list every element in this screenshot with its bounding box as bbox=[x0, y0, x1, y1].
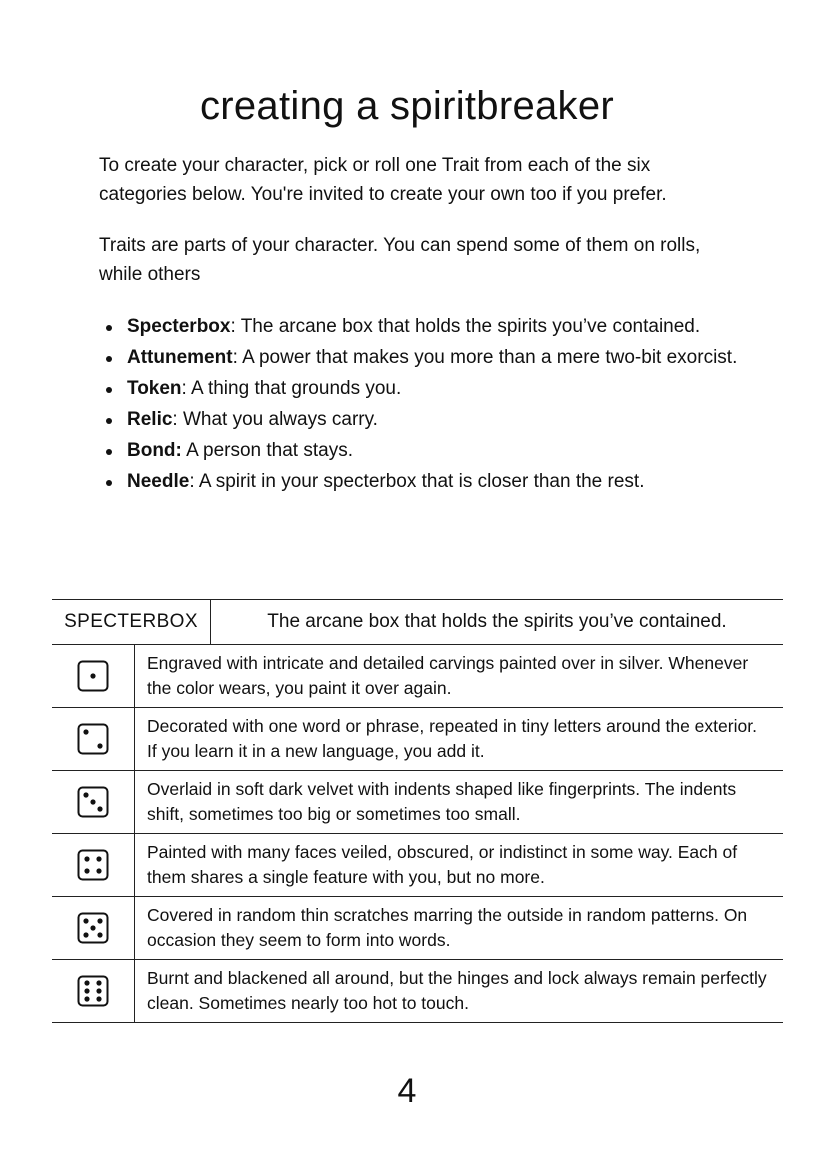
trait-desc: The arcane box that holds the spirits you’ve contained. bbox=[235, 316, 701, 337]
row-text: Engraved with intricate and detailed carvings painted over in silver. Whenever the color wears, you paint it over again. bbox=[147, 653, 749, 698]
trait-item-needle bbox=[99, 468, 739, 497]
die-cell bbox=[52, 708, 135, 770]
die-cell bbox=[52, 645, 135, 707]
trait-separator: : bbox=[175, 440, 182, 461]
die-pip bbox=[96, 980, 101, 985]
table-category-desc: The arcane box that holds the spirits you’ve contained. bbox=[267, 611, 727, 632]
trait-separator: : bbox=[172, 409, 178, 430]
die-cell bbox=[52, 960, 135, 1022]
trait-separator: : bbox=[181, 378, 187, 399]
die-pip bbox=[83, 792, 88, 797]
row-text: Burnt and blackened all around, but the hinges and lock always remain perfectly clean. Sometimes nearly too hot to touch. bbox=[147, 968, 767, 1013]
bullet-icon bbox=[106, 356, 112, 362]
die-pip bbox=[84, 868, 89, 873]
trait-desc: A spirit in your specterbox that is closer than the rest. bbox=[194, 471, 645, 492]
die-pip bbox=[97, 918, 102, 923]
die-five-icon bbox=[77, 912, 109, 944]
trait-name: Token bbox=[127, 378, 182, 399]
die-pip bbox=[84, 996, 89, 1001]
trait-item-bond bbox=[99, 437, 739, 466]
bullet-icon bbox=[106, 480, 112, 486]
die-one-icon bbox=[77, 660, 109, 692]
die-six-icon bbox=[77, 975, 109, 1007]
trait-item-specterbox bbox=[99, 313, 739, 342]
trait-name: Attunement bbox=[127, 347, 233, 368]
trait-name: Bond bbox=[127, 440, 176, 461]
table-row bbox=[52, 708, 783, 771]
intro-paragraph-1: To create your character, pick or roll one Trait from each of the six categories below. You're invited to create your own too if you prefer. bbox=[99, 155, 667, 205]
die-pip bbox=[96, 996, 101, 1001]
trait-desc: A power that makes you more than a mere two-bit exorcist. bbox=[237, 347, 738, 368]
die-pip bbox=[90, 799, 95, 804]
trait-name: Relic bbox=[127, 409, 173, 430]
die-two-icon bbox=[77, 723, 109, 755]
die-cell bbox=[52, 771, 135, 833]
row-text: Painted with many faces veiled, obscured, or indistinct in some way. Each of them shares a single feature with you, but no more. bbox=[147, 842, 738, 887]
trait-item-attunement bbox=[99, 344, 739, 373]
die-pip bbox=[90, 925, 95, 930]
die-pip bbox=[96, 988, 101, 993]
die-cell bbox=[52, 834, 135, 896]
die-pip bbox=[83, 918, 88, 923]
row-text: Decorated with one word or phrase, repeated in tiny letters around the exterior. If you learn it in a new language, you add it. bbox=[147, 716, 757, 761]
trait-separator: : bbox=[230, 316, 236, 337]
die-pip bbox=[83, 729, 88, 734]
trait-separator: : bbox=[232, 347, 238, 368]
bullet-icon bbox=[106, 449, 112, 455]
table-header bbox=[52, 599, 783, 645]
trait-desc: A thing that grounds you. bbox=[186, 378, 402, 399]
die-four-icon bbox=[77, 849, 109, 881]
table-row bbox=[52, 897, 783, 960]
die-pip bbox=[97, 806, 102, 811]
trait-desc: What you always carry. bbox=[177, 409, 378, 430]
bullet-icon bbox=[106, 418, 112, 424]
table-category: SPECTERBOX bbox=[52, 600, 211, 644]
die-pip bbox=[96, 856, 101, 861]
page-title: creating a spiritbreaker bbox=[199, 84, 615, 128]
die-pip bbox=[90, 673, 95, 678]
row-text: Overlaid in soft dark velvet with indents shaped like fingerprints. The indents shift, sometimes too big or sometimes too small. bbox=[147, 779, 737, 824]
trait-name: Specterbox bbox=[127, 316, 231, 337]
die-pip bbox=[97, 743, 102, 748]
trait-desc: A person that stays. bbox=[181, 440, 353, 461]
bullet-icon bbox=[106, 325, 112, 331]
table-row bbox=[52, 834, 783, 897]
bullet-icon bbox=[106, 387, 112, 393]
die-pip bbox=[84, 988, 89, 993]
die-pip bbox=[84, 980, 89, 985]
intro-paragraph-2: Traits are parts of your character. You can spend some of them on rolls, while others bbox=[99, 235, 701, 285]
die-pip bbox=[83, 932, 88, 937]
trait-item-relic bbox=[99, 406, 739, 435]
die-pip bbox=[97, 932, 102, 937]
table-row bbox=[52, 960, 783, 1023]
table-row bbox=[52, 771, 783, 834]
die-three-icon bbox=[77, 786, 109, 818]
specterbox-table bbox=[52, 599, 783, 1023]
die-cell bbox=[52, 897, 135, 959]
die-pip bbox=[96, 868, 101, 873]
table-row bbox=[52, 645, 783, 708]
page-number: 4 bbox=[397, 1072, 417, 1110]
trait-list bbox=[99, 313, 739, 499]
trait-name: Needle bbox=[127, 471, 190, 492]
row-text: Covered in random thin scratches marring the outside in random patterns. On occasion they seem to form into words. bbox=[147, 905, 748, 950]
trait-item-token bbox=[99, 375, 739, 404]
trait-separator: : bbox=[189, 471, 195, 492]
die-pip bbox=[84, 856, 89, 861]
